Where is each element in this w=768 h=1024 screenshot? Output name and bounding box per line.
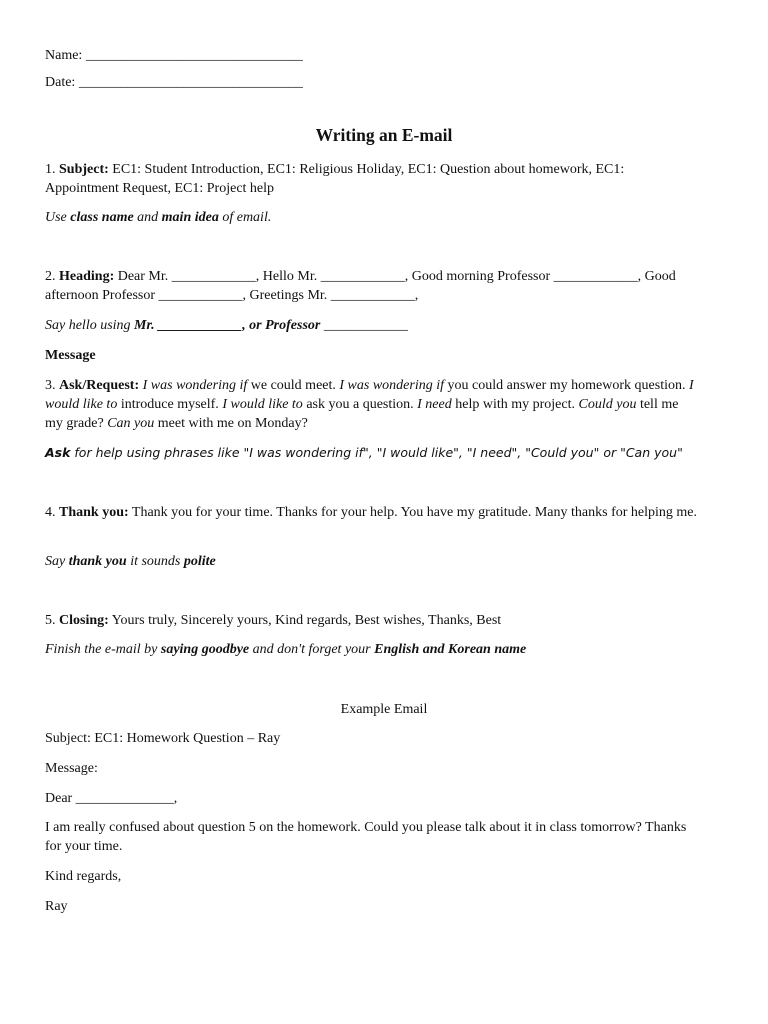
- hint-bold: thank you: [68, 554, 127, 569]
- heading-number: 2.: [45, 269, 59, 284]
- message-heading-text: Message: [45, 348, 96, 363]
- thanks-label: Thank you:: [59, 505, 129, 520]
- thanks-number: 4.: [45, 505, 59, 520]
- example-heading: Example Email: [340, 702, 428, 717]
- text: you could answer my homework question.: [444, 378, 689, 393]
- page-title: Writing an E-mail: [315, 125, 453, 145]
- example-closing: Kind regards,: [45, 869, 122, 884]
- ask-number: 3.: [45, 378, 59, 393]
- hint-bold: main idea: [161, 210, 219, 225]
- text: ask you a question.: [302, 397, 418, 412]
- thanks-examples: Thank you for your time. Thanks for your help. You have my gratitude. Many thanks for helping me.: [128, 505, 697, 520]
- date-line: Date: ________________________________: [45, 75, 303, 90]
- subject-section: [45, 160, 698, 198]
- text: we could meet.: [247, 378, 340, 393]
- example-body: I am really confused about question 5 on the homework. Could you please talk about it in class tomorrow? Thanks for your time.: [45, 820, 687, 854]
- closing-section: [45, 611, 698, 630]
- hint-bold: Ask: [45, 445, 71, 460]
- hint-bold: saying goodbye: [160, 642, 250, 657]
- example-greeting: Dear ______________,: [45, 791, 178, 806]
- phrase: Can you: [107, 416, 155, 431]
- text: meet with me on Monday?: [154, 416, 308, 431]
- heading-hint: [45, 316, 698, 335]
- subject-number: 1.: [45, 162, 59, 177]
- hint-text: Say: [45, 554, 69, 569]
- hint-text: Say hello using: [45, 318, 135, 333]
- phrase: Could you: [578, 397, 637, 412]
- message-heading: [45, 346, 698, 365]
- text: introduce myself.: [117, 397, 223, 412]
- subject-examples: EC1: Student Introduction, EC1: Religious Holiday, EC1: Question about homework, EC1: Appointment Request, EC1: Project help: [45, 162, 625, 196]
- phrase: I would like to: [45, 378, 694, 412]
- hint-text: ____________: [320, 318, 408, 333]
- hint-text: Use: [45, 210, 71, 225]
- hint-text: of email.: [218, 210, 272, 225]
- example-message-label: Message:: [45, 761, 98, 776]
- closing-examples: Yours truly, Sincerely yours, Kind regards, Best wishes, Thanks, Best: [108, 613, 502, 628]
- phrase: I need: [417, 397, 452, 412]
- subject-hint: [45, 208, 698, 227]
- heading-label: Heading:: [59, 269, 115, 284]
- phrase: I was wondering if: [339, 378, 445, 393]
- phrase: I would like to: [222, 397, 303, 412]
- thanks-section: [45, 503, 698, 522]
- hint-bold: polite: [183, 554, 216, 569]
- thanks-hint: [45, 552, 698, 571]
- closing-hint: [45, 640, 698, 659]
- hint-bold: Mr. ____________, or Professor: [134, 318, 321, 333]
- phrase: I was wondering if: [139, 378, 248, 393]
- heading-section: [45, 267, 698, 305]
- ask-hint: [45, 443, 728, 462]
- hint-text: Finish the e-mail by: [45, 642, 161, 657]
- subject-label: Subject:: [59, 162, 109, 177]
- hint-text: for help using phrases like "I was wondering if", "I would like", "I need", "Could you" or "Can you": [70, 445, 683, 460]
- ask-label: Ask/Request:: [59, 378, 140, 393]
- closing-number: 5.: [45, 613, 59, 628]
- hint-bold: class name: [70, 210, 134, 225]
- hint-bold: English and Korean name: [374, 642, 527, 657]
- text: help with my project.: [451, 397, 579, 412]
- example-subject: Subject: EC1: Homework Question – Ray: [45, 731, 281, 746]
- hint-text: and: [133, 210, 162, 225]
- hint-text: it sounds: [126, 554, 184, 569]
- text: tell me my grade?: [45, 397, 679, 431]
- ask-section: [45, 376, 698, 433]
- closing-label: Closing:: [59, 613, 109, 628]
- heading-examples: Dear Mr. ____________, Hello Mr. ____________, Good morning Professor ____________, Good afternoon Professor ____________, Greetings Mr. ____________,: [45, 269, 676, 303]
- name-line: Name: _______________________________: [45, 48, 303, 63]
- hint-text: and don't forget your: [249, 642, 375, 657]
- example-signature: Ray: [45, 899, 68, 914]
